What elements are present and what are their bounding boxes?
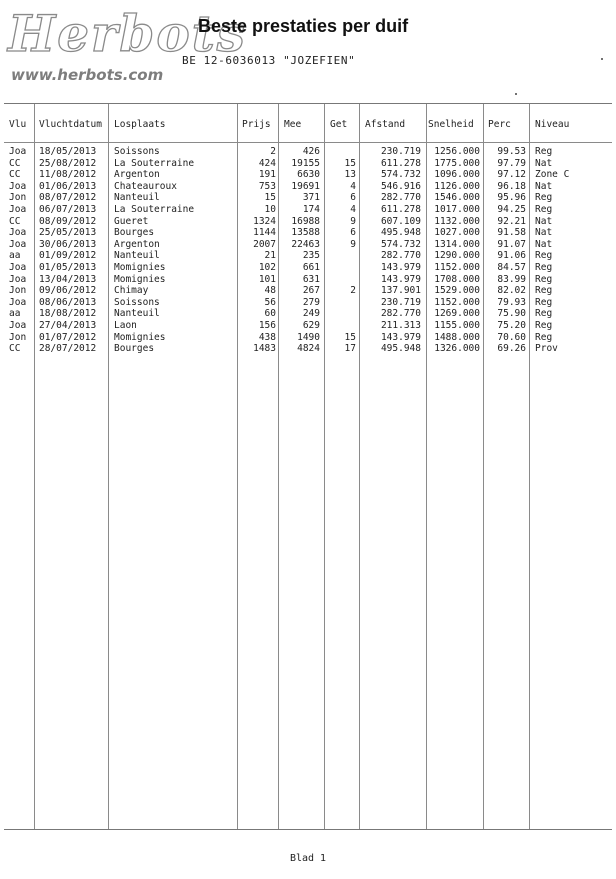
- cell-losplaats: Bourges: [114, 343, 155, 355]
- cell-afstand: 282.770: [380, 192, 421, 204]
- cell-perc: 97.12: [497, 169, 526, 181]
- cell-perc: 83.99: [497, 273, 526, 285]
- cell-snelheid: 1017.000: [434, 204, 480, 215]
- cell-snelheid: 1152.000: [434, 296, 480, 308]
- cell-snelheid: 1290.000: [434, 250, 480, 262]
- cell-vluchtdatum: 27/04/2013: [39, 320, 97, 331]
- cell-get: 9: [350, 215, 356, 227]
- cell-losplaats: Soissons: [114, 296, 160, 308]
- cell-vlu: CC: [9, 215, 21, 227]
- cell-vluchtdatum: 30/06/2013: [39, 238, 97, 250]
- cell-afstand: 546.916: [380, 180, 421, 192]
- cell-get: 6: [350, 192, 356, 204]
- cell-vlu: Jon: [9, 331, 27, 343]
- cell-vlu: aa: [9, 250, 21, 262]
- cell-get: [326, 320, 356, 332]
- table-row: [4, 239, 612, 251]
- cell-mee: 4824: [297, 343, 320, 355]
- cell-perc: 91.06: [497, 250, 526, 262]
- cell-losplaats: Nanteuil: [114, 250, 160, 262]
- cell-afstand: 495.948: [380, 343, 421, 355]
- cell-afstand: 143.979: [380, 273, 421, 285]
- cell-losplaats: Chateauroux: [114, 180, 177, 192]
- cell-get: [326, 262, 356, 274]
- cell-vluchtdatum: 25/08/2012: [39, 157, 97, 169]
- cell-afstand: 137.901: [380, 285, 421, 297]
- cell-losplaats: Bourges: [114, 227, 155, 239]
- cell-mee: 16988: [291, 215, 320, 227]
- cell-snelheid: 1326.000: [434, 343, 480, 355]
- cell-niveau: Reg: [535, 320, 553, 331]
- table-row: [4, 262, 612, 274]
- table-row: [4, 204, 612, 216]
- herbots-logo: [8, 4, 247, 88]
- cell-losplaats: Argenton: [114, 169, 160, 181]
- header-losplaats: Losplaats: [114, 119, 166, 130]
- cell-vluchtdatum: 08/07/2012: [39, 192, 97, 204]
- cell-get: [326, 274, 356, 286]
- cell-mee: 6630: [297, 169, 320, 181]
- cell-vlu: Joa: [9, 227, 27, 239]
- cell-vlu: CC: [9, 169, 21, 181]
- pigeon-id: BE 12-6036013 "JOZEFIEN": [182, 54, 356, 67]
- header-get: Get: [330, 119, 348, 130]
- cell-niveau: Reg: [535, 146, 553, 157]
- cell-get: [326, 250, 356, 262]
- cell-prijs: 191: [258, 169, 276, 181]
- cell-get: 6: [350, 227, 356, 239]
- header-niveau: Niveau: [535, 119, 570, 130]
- cell-niveau: Reg: [535, 262, 553, 273]
- cell-vlu: Joa: [9, 262, 27, 273]
- cell-prijs: 15: [264, 192, 276, 204]
- cell-vluchtdatum: 25/05/2013: [39, 227, 97, 239]
- cell-perc: 96.18: [497, 180, 526, 192]
- cell-snelheid: 1546.000: [434, 192, 480, 204]
- cell-snelheid: 1027.000: [434, 227, 480, 239]
- cell-get: [326, 297, 356, 309]
- header-perc: Perc: [488, 119, 511, 130]
- cell-niveau: Nat: [535, 180, 553, 192]
- cell-perc: 95.96: [497, 192, 526, 204]
- cell-prijs: 1483: [253, 343, 276, 355]
- cell-mee: 1490: [297, 331, 320, 343]
- cell-afstand: 607.109: [380, 215, 421, 227]
- cell-losplaats: Momignies: [114, 331, 166, 343]
- cell-losplaats: Nanteuil: [114, 192, 160, 204]
- cell-losplaats: Momignies: [114, 262, 166, 273]
- cell-vlu: Joa: [9, 238, 27, 250]
- cell-losplaats: La Souterraine: [114, 157, 195, 169]
- table-row: [4, 320, 612, 332]
- cell-vlu: aa: [9, 308, 21, 320]
- cell-niveau: Prov: [535, 343, 558, 355]
- cell-mee: 19691: [291, 180, 320, 192]
- cell-losplaats: Laon: [114, 320, 137, 331]
- cell-perc: 70.60: [497, 331, 526, 343]
- cell-prijs: 1324: [253, 215, 276, 227]
- cell-mee: 371: [302, 192, 320, 204]
- cell-mee: 13588: [291, 227, 320, 239]
- cell-snelheid: 1314.000: [434, 238, 480, 250]
- cell-prijs: 101: [258, 273, 276, 285]
- cell-get: [326, 308, 356, 320]
- cell-prijs: 2: [270, 146, 276, 157]
- cell-afstand: 611.278: [380, 157, 421, 169]
- cell-niveau: Nat: [535, 227, 553, 239]
- cell-niveau: Nat: [535, 238, 553, 250]
- cell-get: 9: [350, 238, 356, 250]
- cell-mee: 19155: [291, 157, 320, 169]
- cell-afstand: 211.313: [380, 320, 421, 331]
- cell-vlu: Joa: [9, 204, 27, 215]
- cell-perc: 99.53: [497, 146, 526, 157]
- cell-afstand: 611.278: [380, 204, 421, 215]
- table-header: [4, 119, 612, 131]
- table-row: [4, 227, 612, 239]
- cell-losplaats: Gueret: [114, 215, 149, 227]
- cell-vlu: CC: [9, 157, 21, 169]
- results-table: [4, 103, 612, 830]
- scan-speck: [515, 93, 517, 95]
- cell-snelheid: 1132.000: [434, 215, 480, 227]
- cell-afstand: 143.979: [380, 331, 421, 343]
- cell-get: 2: [350, 285, 356, 297]
- cell-get: 17: [344, 343, 356, 355]
- cell-perc: 69.26: [497, 343, 526, 355]
- table-row: [4, 285, 612, 297]
- cell-prijs: 10: [264, 204, 276, 215]
- cell-perc: 92.21: [497, 215, 526, 227]
- cell-niveau: Reg: [535, 250, 553, 262]
- cell-niveau: Reg: [535, 331, 553, 343]
- cell-mee: 249: [302, 308, 320, 320]
- cell-vluchtdatum: 11/08/2012: [39, 169, 97, 181]
- cell-snelheid: 1708.000: [434, 273, 480, 285]
- cell-perc: 75.90: [497, 308, 526, 320]
- table-row: [4, 332, 612, 344]
- table-row: [4, 343, 612, 355]
- cell-snelheid: 1152.000: [434, 262, 480, 273]
- header-divider: [4, 142, 612, 143]
- cell-snelheid: 1775.000: [434, 157, 480, 169]
- cell-snelheid: 1256.000: [434, 146, 480, 157]
- cell-vlu: Joa: [9, 180, 27, 192]
- table-row: [4, 250, 612, 262]
- table-row: [4, 308, 612, 320]
- cell-get: 15: [344, 331, 356, 343]
- cell-perc: 97.79: [497, 157, 526, 169]
- cell-niveau: Reg: [535, 204, 553, 215]
- logo-url: www.herbots.com: [11, 66, 164, 84]
- cell-losplaats: Soissons: [114, 146, 160, 157]
- header-vlu: Vlu: [9, 119, 27, 130]
- cell-mee: 661: [302, 262, 320, 273]
- cell-vluchtdatum: 01/05/2013: [39, 262, 97, 273]
- cell-niveau: Reg: [535, 285, 553, 297]
- cell-losplaats: Chimay: [114, 285, 149, 297]
- cell-losplaats: La Souterraine: [114, 204, 195, 215]
- cell-prijs: 753: [258, 180, 276, 192]
- cell-prijs: 156: [258, 320, 276, 331]
- cell-losplaats: Nanteuil: [114, 308, 160, 320]
- cell-perc: 91.07: [497, 238, 526, 250]
- cell-snelheid: 1488.000: [434, 331, 480, 343]
- cell-prijs: 102: [258, 262, 276, 273]
- scan-speck: [601, 58, 603, 60]
- cell-niveau: Nat: [535, 215, 553, 227]
- cell-mee: 629: [302, 320, 320, 331]
- cell-niveau: Reg: [535, 296, 553, 308]
- cell-mee: 174: [302, 204, 320, 215]
- table-row: [4, 181, 612, 193]
- cell-prijs: 438: [258, 331, 276, 343]
- cell-perc: 79.93: [497, 296, 526, 308]
- cell-snelheid: 1096.000: [434, 169, 480, 181]
- cell-perc: 82.02: [497, 285, 526, 297]
- cell-vluchtdatum: 01/09/2012: [39, 250, 97, 262]
- cell-vlu: Joa: [9, 146, 27, 157]
- cell-afstand: 495.948: [380, 227, 421, 239]
- table-row: [4, 158, 612, 170]
- cell-snelheid: 1269.000: [434, 308, 480, 320]
- cell-mee: 279: [302, 296, 320, 308]
- cell-mee: 426: [302, 146, 320, 157]
- cell-vluchtdatum: 18/08/2012: [39, 308, 97, 320]
- cell-prijs: 2007: [253, 238, 276, 250]
- cell-afstand: 282.770: [380, 250, 421, 262]
- cell-snelheid: 1155.000: [434, 320, 480, 331]
- cell-perc: 84.57: [497, 262, 526, 273]
- cell-perc: 75.20: [497, 320, 526, 331]
- cell-get: 4: [350, 180, 356, 192]
- cell-prijs: 21: [264, 250, 276, 262]
- cell-prijs: 60: [264, 308, 276, 320]
- cell-vlu: Joa: [9, 320, 27, 331]
- table-row: [4, 297, 612, 309]
- cell-vlu: Jon: [9, 285, 27, 297]
- cell-vluchtdatum: 18/05/2013: [39, 146, 97, 157]
- cell-prijs: 56: [264, 296, 276, 308]
- table-row: [4, 274, 612, 286]
- cell-vluchtdatum: 09/06/2012: [39, 285, 97, 297]
- cell-mee: 631: [302, 273, 320, 285]
- cell-mee: 22463: [291, 238, 320, 250]
- cell-afstand: 230.719: [380, 146, 421, 157]
- cell-get: 4: [350, 204, 356, 215]
- header-mee: Mee: [284, 119, 302, 130]
- cell-get: 15: [344, 157, 356, 169]
- page-number: Blad 1: [289, 853, 327, 864]
- cell-afstand: 282.770: [380, 308, 421, 320]
- cell-perc: 91.58: [497, 227, 526, 239]
- cell-snelheid: 1529.000: [434, 285, 480, 297]
- table-row: [4, 216, 612, 228]
- cell-get: [326, 146, 356, 158]
- cell-niveau: Nat: [535, 157, 553, 169]
- cell-losplaats: Argenton: [114, 238, 160, 250]
- header-snelheid: Snelheid: [428, 119, 474, 130]
- cell-vluchtdatum: 08/06/2013: [39, 296, 97, 308]
- logo-script: Herbots: [8, 4, 247, 63]
- cell-afstand: 143.979: [380, 262, 421, 273]
- header-afstand: Afstand: [365, 119, 406, 130]
- table-row: [4, 192, 612, 204]
- cell-vluchtdatum: 06/07/2013: [39, 204, 97, 215]
- cell-prijs: 1144: [253, 227, 276, 239]
- cell-mee: 267: [302, 285, 320, 297]
- cell-vluchtdatum: 13/04/2013: [39, 273, 97, 285]
- cell-niveau: Zone C: [535, 169, 570, 181]
- cell-prijs: 424: [258, 157, 276, 169]
- cell-niveau: Reg: [535, 192, 553, 204]
- cell-afstand: 230.719: [380, 296, 421, 308]
- cell-vlu: CC: [9, 343, 21, 355]
- cell-vlu: Joa: [9, 273, 27, 285]
- cell-losplaats: Momignies: [114, 273, 166, 285]
- cell-perc: 94.25: [497, 204, 526, 215]
- cell-get: 13: [344, 169, 356, 181]
- cell-snelheid: 1126.000: [434, 180, 480, 192]
- table-row: [4, 146, 612, 158]
- table-row: [4, 169, 612, 181]
- cell-afstand: 574.732: [380, 169, 421, 181]
- cell-vlu: Jon: [9, 192, 27, 204]
- header-prijs: Prijs: [242, 119, 271, 130]
- cell-prijs: 48: [264, 285, 276, 297]
- cell-vluchtdatum: 01/06/2013: [39, 180, 97, 192]
- cell-mee: 235: [302, 250, 320, 262]
- cell-vluchtdatum: 28/07/2012: [39, 343, 97, 355]
- cell-niveau: Reg: [535, 273, 553, 285]
- cell-vluchtdatum: 01/07/2012: [39, 331, 97, 343]
- header-vluchtdatum: Vluchtdatum: [39, 119, 102, 130]
- page-title: Beste prestaties per duif: [198, 16, 409, 36]
- cell-niveau: Reg: [535, 308, 553, 320]
- cell-vlu: Joa: [9, 296, 27, 308]
- cell-afstand: 574.732: [380, 238, 421, 250]
- cell-vluchtdatum: 08/09/2012: [39, 215, 97, 227]
